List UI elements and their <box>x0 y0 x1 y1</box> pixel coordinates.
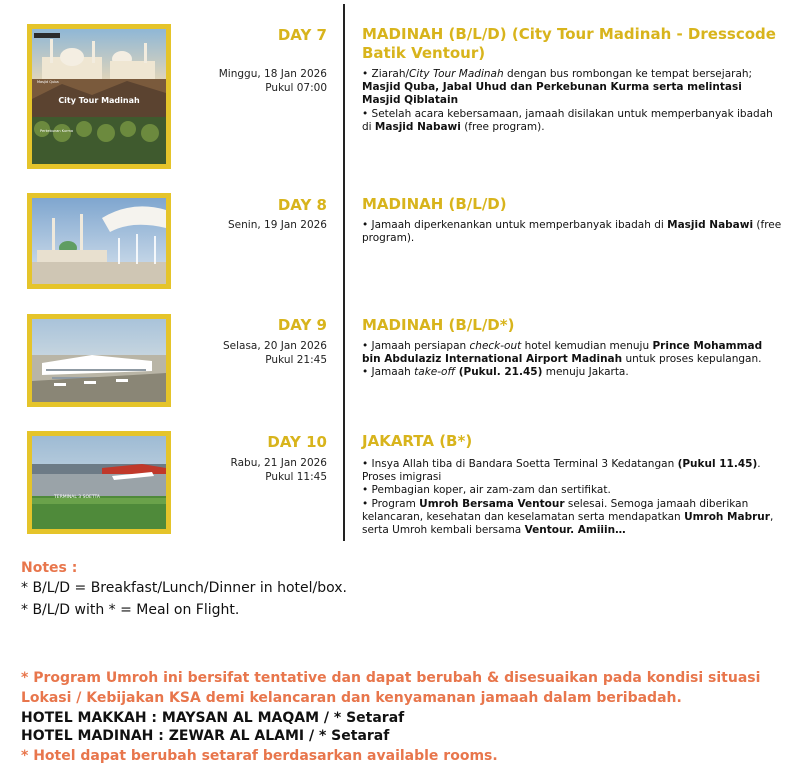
day9-title: MADINAH (B/L/D*) <box>362 316 515 334</box>
day7-time-text: Pukul 07:00 <box>265 81 327 94</box>
day9-date-text: Selasa, 20 Jan 2026 <box>222 340 327 352</box>
text: untuk proses kepulangan. <box>622 353 762 366</box>
text-bold: (Pukul. 21.45) <box>455 366 543 379</box>
text: • Program <box>362 497 420 510</box>
day7-bullet-2 <box>362 108 782 134</box>
day8-bullet-1 <box>362 219 782 245</box>
day8-description <box>362 219 782 245</box>
text-italic: City Tour Madinah <box>409 68 504 80</box>
text-bold: Masjid Quba, Jabal Uhud dan Perkebunan Kurma serta melintasi Masjid Qiblatain <box>362 81 742 107</box>
note-line-1: * B/L/D = Breakfast/Lunch/Dinner in hotel/box. <box>21 580 347 596</box>
day9-label: DAY 9 <box>277 316 327 334</box>
day10-date-text: Rabu, 21 Jan 2026 <box>230 457 327 469</box>
day10-title: JAKARTA (B*) <box>362 432 473 450</box>
disclaimer: * Program Umroh ini bersifat tentative dan dapat berubah & disesuaikan pada kondisi situasi Lokasi / Kebijakan KSA demi kelancaran dan kenyamanan jamaah dalam beribadah. <box>21 670 761 706</box>
day10-bullet-1 <box>362 458 782 484</box>
hotel-madinah: HOTEL MADINAH : ZEWAR AL ALAMI / * Setaraf <box>21 728 390 744</box>
text-bold: Masjid Nabawi <box>667 219 754 231</box>
text: (free program). <box>362 219 782 245</box>
text: , serta Umroh kembali bersama <box>362 510 774 537</box>
day10-label: DAY 10 <box>267 433 327 451</box>
text-italic: check-out <box>469 340 522 352</box>
text: • Insya Allah tiba di Bandara Soetta Terminal 3 Kedatangan <box>362 458 678 470</box>
text: dengan bus rombongan ke tempat bersejarah; <box>503 68 753 80</box>
text: • Jamaah diperkenankan untuk memperbanyak ibadah di <box>362 219 668 231</box>
text: menuju Jakarta. <box>542 366 629 379</box>
day10-bullet-2: • Pembagian koper, air zam-zam dan sertifikat. <box>362 484 611 497</box>
hotel-makkah: HOTEL MAKKAH : MAYSAN AL MAQAM / * Setaraf <box>21 710 405 726</box>
day10-image <box>27 431 171 534</box>
day7-bullet-1 <box>362 68 782 108</box>
day10-time-text: Pukul 11:45 <box>265 470 327 483</box>
text: . Proses imigrasi <box>362 458 761 484</box>
text-bold: Ventour. Amiiin… <box>524 524 626 537</box>
text-italic: take-off <box>414 366 456 379</box>
text: • Setelah acara kebersamaan, jamaah disilakan untuk memperbanyak ibadah di <box>362 107 773 133</box>
day7-image <box>27 24 171 169</box>
day8-date-text: Senin, 19 Jan 2026 <box>228 219 327 231</box>
text: selesai. Semoga jamaah diberikan kelancaran, kesehatan dan keselamatan serta mendapatkan <box>362 497 749 523</box>
text: • Jamaah <box>362 366 415 379</box>
day8-title: MADINAH (B/L/D) <box>362 195 507 213</box>
day9-date <box>180 340 327 367</box>
day9-bullet-2 <box>362 366 782 379</box>
day8-date <box>180 219 327 233</box>
text-bold: Umroh Mabrur <box>684 510 770 523</box>
day9-time-text: Pukul 21:45 <box>265 353 327 366</box>
note-line-2: * B/L/D with * = Meal on Flight. <box>21 602 240 618</box>
day7-image-footer: Perkebunan Kurma <box>40 129 74 133</box>
day9-description <box>362 340 782 380</box>
text: (free program). <box>460 120 545 133</box>
day7-title: MADINAH (B/L/D) (City Tour Madinah - Dresscode Batik Ventour) <box>362 25 776 62</box>
text-bold: Masjid Nabawi <box>374 120 461 133</box>
day7-date <box>180 68 327 95</box>
day9-bullet-1 <box>362 340 782 366</box>
hotel-note: * Hotel dapat berubah setaraf berdasarkan available rooms. <box>21 748 498 764</box>
text: • Ziarah/ <box>362 68 410 80</box>
day7-description <box>362 68 782 134</box>
text: hotel kemudian menuju <box>521 340 653 352</box>
day9-image <box>27 314 171 407</box>
day10-image-caption: TERMINAL 3 SOETTA <box>54 495 100 500</box>
timeline-divider <box>343 4 345 541</box>
day10-date <box>180 457 327 484</box>
text-bold: Umroh Bersama Ventour <box>419 497 565 510</box>
notes-title: Notes : <box>21 560 78 576</box>
day10-description <box>362 458 782 537</box>
text-bold: (Pukul 11.45) <box>677 458 758 470</box>
day7-image-caption: City Tour Madinah <box>58 96 140 105</box>
text-bold: Prince Mohammad bin Abdulaziz International Airport Madinah <box>362 340 763 366</box>
text: • Jamaah persiapan <box>362 340 470 352</box>
day7-image-tag: Masjid Quba <box>37 80 59 84</box>
day7-date-text: Minggu, 18 Jan 2026 <box>218 68 327 80</box>
day8-label: DAY 8 <box>277 196 327 214</box>
day8-image <box>27 193 171 289</box>
day10-bullet-3 <box>362 498 782 538</box>
day7-label: DAY 7 <box>277 26 327 44</box>
